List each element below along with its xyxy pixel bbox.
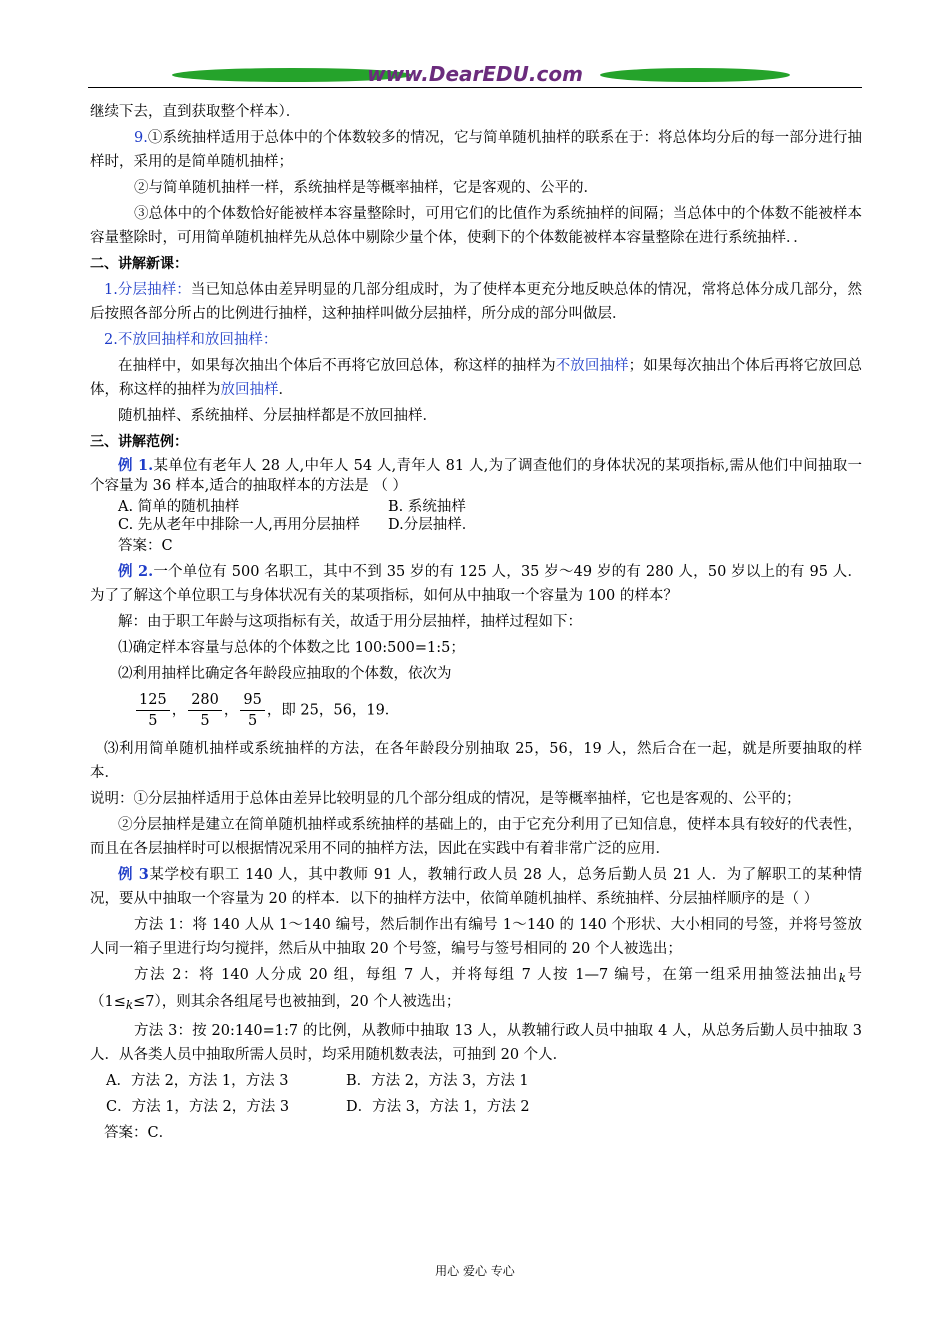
example-2	[90, 560, 862, 608]
option: D.分层抽样．	[388, 517, 477, 533]
fraction-result: ，即 25，56，19．	[266, 702, 400, 719]
example-text: 某学校有职工 140 人，其中教师 91 人，教辅行政人员 28 人，总务后勤人员 21 人．为了解职工的某种情况，要从中抽取一个容量为 20 的样本．以下的抽样方法中，依简单随机抽样、系统抽样、分层抽样顺序的是（ ）	[90, 867, 862, 907]
example-3	[90, 863, 862, 911]
paragraph: ②与简单随机抽样一样，系统抽样是等概率抽样，它是客观的、公平的．	[134, 180, 598, 196]
option: B．方法 2，方法 3，方法 1	[346, 1073, 529, 1089]
note: 说明：①分层抽样适用于总体由差异比较明显的几个部分组成的情况，是等概率抽样，它也是客观的、公平的；	[90, 791, 801, 807]
paragraph-item-9	[90, 126, 862, 174]
page-header	[88, 56, 862, 90]
text: 在抽样中，如果每次抽出个体后不再将它放回总体，称这样的抽样为	[118, 358, 556, 374]
example-label: 例 1.	[118, 457, 154, 474]
note: ②分层抽样是建立在简单随机抽样或系统抽样的基础上的，由于它充分利用了已知信息，使样本具有较好的代表性，而且在各层抽样时可以根据情况采用不同的抽样方法，因此在实践中有着非常广泛的应用．	[90, 817, 862, 857]
example-1-options	[90, 498, 862, 534]
paragraph-replacement	[90, 354, 862, 402]
fraction	[240, 690, 264, 731]
text: ．	[278, 382, 293, 398]
variable: k	[125, 998, 134, 1012]
section-heading: 三、讲解范例：	[90, 434, 188, 450]
example-text: 某单位有老年人 28 人,中年人 54 人,青年人 81 人,为了调查他们的身体状况的某项指标,需从他们中间抽取一个容量为 36 样本,适合的抽取样本的方法是 （ ）	[90, 458, 862, 494]
paragraph-text: ①系统抽样适用于总体中的个体数较多的情况，它与简单随机抽样的联系在于：将总体均分后的每一部分进行抽样时，采用的是简单随机抽样；	[90, 130, 862, 170]
term: 放回抽样	[220, 382, 279, 398]
fraction-line	[90, 690, 862, 731]
text: 方法 2：将 140 人分成 20 组，每组 7 人，并将每组 7 人按 1—7 编号，在第一组采用抽签法抽出	[134, 967, 839, 983]
numerator: 95	[240, 690, 264, 711]
example-1	[90, 456, 862, 496]
solution: 解：由于职工年龄与这项指标有关，故适于用分层抽样，抽样过程如下：	[118, 614, 582, 630]
text: 号（1≤	[90, 967, 863, 1010]
numerator: 280	[188, 690, 222, 711]
paragraph: ③总体中的个体数恰好能被样本容量整除时，可用它们的比值作为系统抽样的间隔；当总体中的个体数不能被样本容量整除时，可用简单随机抽样先从总体中剔除少量个体，使剩下的个体数能被样本容量整除在进行系统抽样．．	[90, 206, 862, 246]
example-label: 例 2.	[118, 563, 154, 580]
term-label: 2.不放回抽样和放回抽样：	[104, 332, 278, 348]
fraction	[188, 690, 222, 731]
option: A．方法 2，方法 1，方法 3	[106, 1073, 289, 1089]
page-footer: 用心 爱心 专心	[435, 1264, 515, 1278]
text: ≤7），则其余各组尾号也被抽到，20 个人被选出；	[133, 994, 461, 1010]
method-2	[90, 963, 862, 1017]
answer: 答案：C	[118, 538, 173, 554]
denominator: 5	[148, 713, 158, 729]
option: B. 系统抽样	[388, 499, 466, 515]
option: C. 先从老年中排除一人,再用分层抽样	[118, 517, 360, 533]
answer: 答案：C．	[104, 1125, 174, 1141]
paragraph: 继续下去，直到获取整个样本）．	[90, 104, 301, 120]
variable: k	[838, 971, 846, 985]
denominator: 5	[247, 713, 258, 729]
paragraph: 随机抽样、系统抽样、分层抽样都是不放回抽样．	[118, 408, 437, 424]
site-logo: www.DearEDU.com	[367, 62, 583, 86]
denominator: 5	[200, 713, 210, 729]
numerator: 125	[136, 690, 170, 711]
separator: ，	[223, 702, 239, 719]
term-label: 1.分层抽样：	[104, 282, 191, 298]
option: A. 简单的随机抽样	[118, 499, 240, 515]
header-rule	[88, 87, 862, 88]
example-label: 例 3	[118, 866, 149, 883]
step: ⑴确定样本容量与总体的个体数之比 100:500=1:5；	[118, 640, 465, 656]
fraction	[136, 690, 170, 731]
paragraph-stratified	[90, 278, 862, 326]
term: 不放回抽样	[555, 358, 629, 374]
separator: ，	[171, 702, 187, 719]
text: ；如果每次抽出个体后再将它放回总体，称这样的抽样为	[90, 358, 863, 398]
paragraph-text: 当已知总体由差异明显的几部分组成时，为了使样本更充分地反映总体的情况，常将总体分成几部分，然后按照各部分所占的比例进行抽样，这种抽样叫做分层抽样，所分成的部分叫做层．	[90, 282, 862, 322]
method-1: 方法 1：将 140 人从 1～140 编号，然后制作出有编号 1～140 的 140 个形状、大小相同的号签，并将号签放人同一箱子里进行均匀搅拌，然后从中抽取 20 个号签，编号与签号相同的 20 个人被选出；	[90, 917, 862, 957]
example-text: 一个单位有 500 名职工，其中不到 35 岁的有 125 人，35 岁～49 岁的有 280 人，50 岁以上的有 95 人．为了了解这个单位职工与身体状况有关的某项指标，如何从中抽取一个容量为 100 的样本？	[90, 564, 863, 604]
subheading	[90, 328, 862, 352]
step: ⑵利用抽样比确定各年龄段应抽取的个体数，依次为	[118, 666, 452, 682]
option: D．方法 3，方法 1，方法 2	[346, 1099, 530, 1115]
option: C．方法 1，方法 2，方法 3	[106, 1099, 290, 1115]
document-body	[90, 100, 862, 1147]
example-3-options	[90, 1069, 862, 1121]
item-number: 9.	[134, 130, 148, 146]
section-heading: 二、讲解新课：	[90, 256, 188, 272]
step: ⑶利用简单随机抽样或系统抽样的方法，在各年龄段分别抽取 25，56，19 人，然后合在一起，就是所要抽取的样本．	[90, 741, 862, 781]
method-3: 方法 3：按 20:140=1:7 的比例，从教师中抽取 13 人，从教辅行政人员中抽取 4 人，从总务后勤人员中抽取 3 人．从各类人员中抽取所需人员时，均采用随机数表法，可抽到 20 个人．	[90, 1023, 862, 1063]
